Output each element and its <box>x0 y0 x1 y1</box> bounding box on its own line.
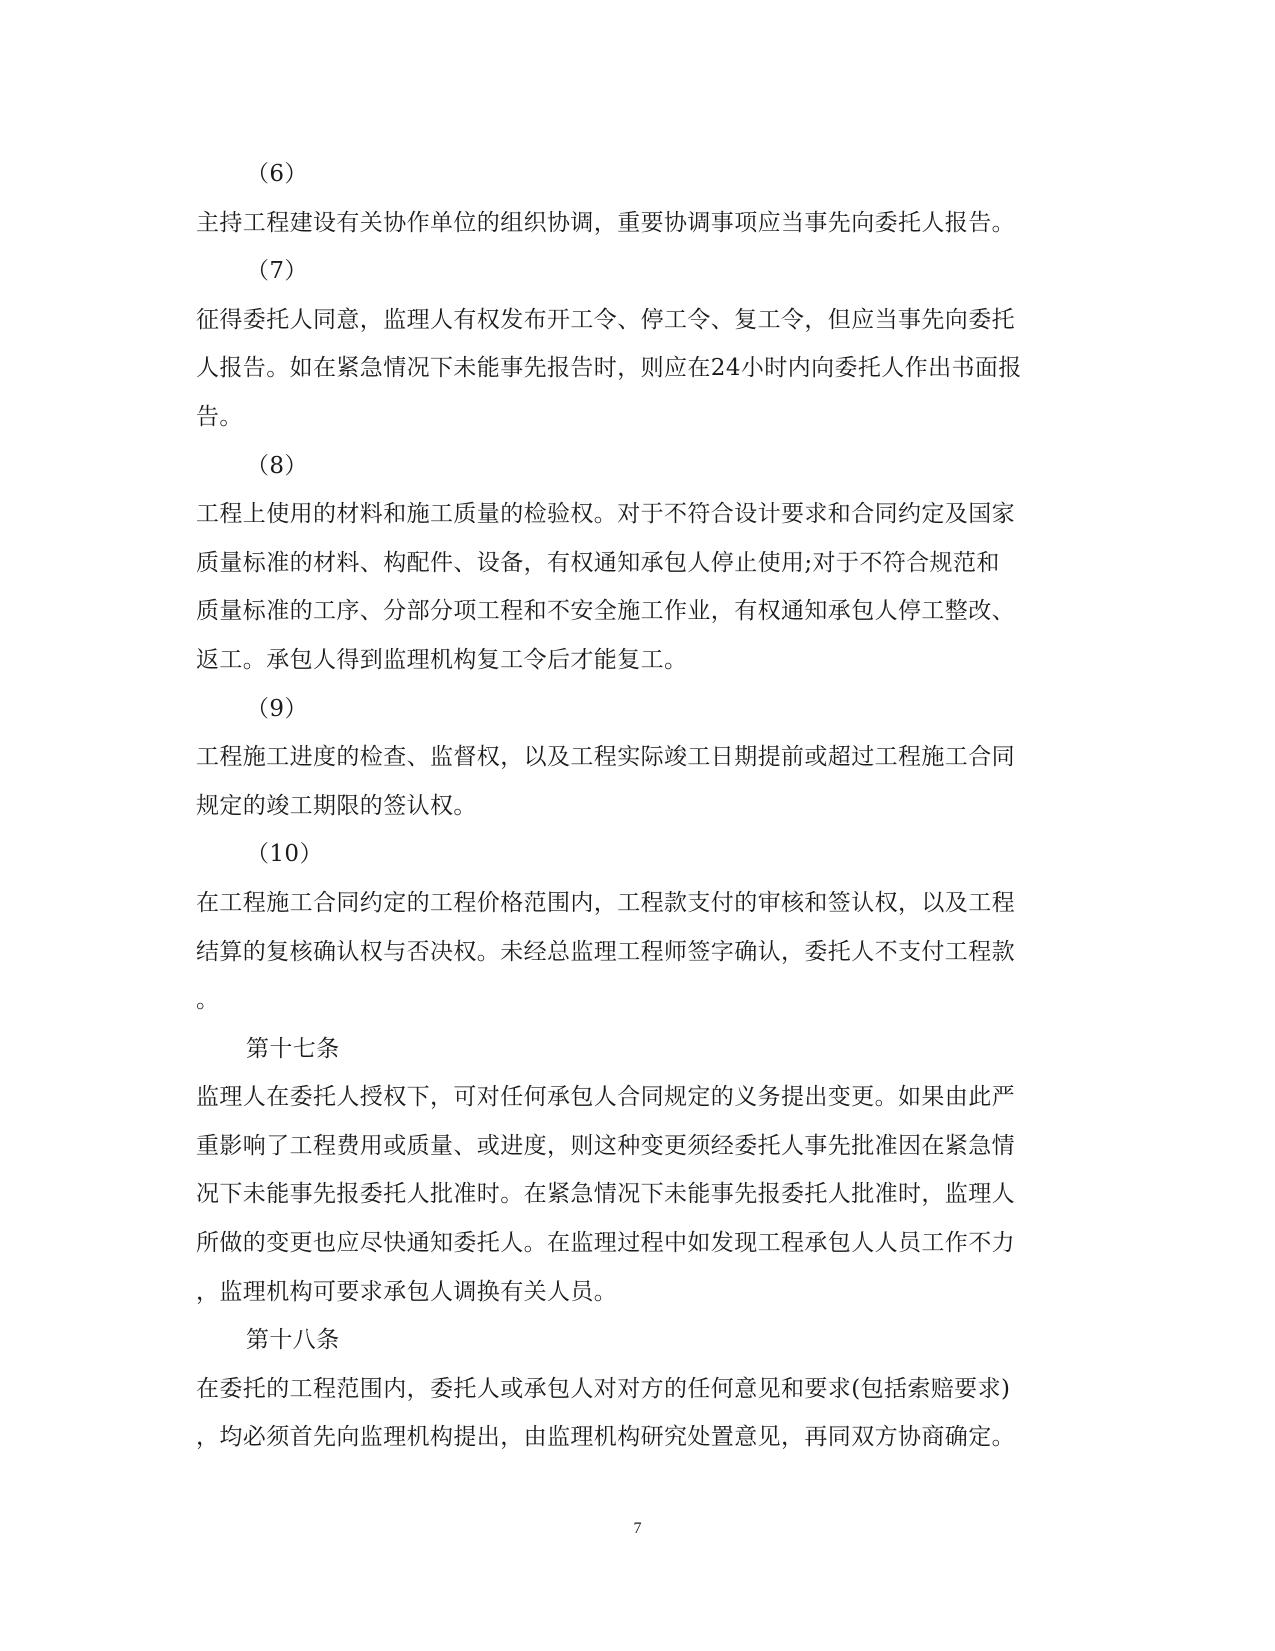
clause-number: （9） <box>246 695 308 722</box>
paragraph-line: 工程上使用的材料和施工质量的检验权。对于不符合设计要求和合同约定及国家 <box>196 501 1015 528</box>
clause-number: （8） <box>246 452 308 479</box>
article-heading: 第十七条 <box>246 1035 340 1062</box>
paragraph-line: 工程施工进度的检查、监督权，以及工程实际竣工日期提前或超过工程施工合同 <box>196 744 1015 771</box>
paragraph-line: 告。 <box>196 403 243 430</box>
paragraph-line: 主持工程建设有关协作单位的组织协调，重要协调事项应当事先向委托人报告。 <box>196 209 1015 236</box>
paragraph-line: 规定的竣工期限的签认权。 <box>196 792 477 819</box>
document-body <box>196 150 1066 1462</box>
paragraph-line: ，均必须首先向监理机构提出，由监理机构研究处置意见，再同双方协商确定。 <box>196 1424 1015 1451</box>
article-heading: 第十八条 <box>246 1327 340 1354</box>
clause-number: （10） <box>246 841 323 868</box>
paragraph-line: 质量标准的工序、分部分项工程和不安全施工作业，有权通知承包人停工整改、 <box>196 598 1015 625</box>
paragraph-line: 所做的变更也应尽快通知委托人。在监理过程中如发现工程承包人人员工作不力 <box>196 1230 1015 1257</box>
paragraph-line: 监理人在委托人授权下，可对任何承包人合同规定的义务提出变更。如果由此严 <box>196 1084 1015 1111</box>
clause-number: （7） <box>246 258 308 285</box>
clause-number: （6） <box>246 161 308 187</box>
paragraph-line: 在工程施工合同约定的工程价格范围内，工程款支付的审核和签认权，以及工程 <box>196 889 1015 916</box>
paragraph-line: 人报告。如在紧急情况下未能事先报告时，则应在24小时内向委托人作出书面报 <box>196 355 1022 382</box>
paragraph-line: 返工。承包人得到监理机构复工令后才能复工。 <box>196 646 688 673</box>
paragraph-line: 结算的复核确认权与否决权。未经总监理工程师签字确认，委托人不支付工程款 <box>196 938 1015 965</box>
paragraph-line: 在委托的工程范围内，委托人或承包人对对方的任何意见和要求(包括索赔要求) <box>196 1375 1011 1402</box>
paragraph-line: 况下未能事先报委托人批准时。在紧急情况下未能事先报委托人批准时，监理人 <box>196 1181 1015 1208</box>
paragraph-line: 征得委托人同意，监理人有权发布开工令、停工令、复工令，但应当事先向委托 <box>196 306 1015 333</box>
paragraph-line: ，监理机构可要求承包人调换有关人员。 <box>196 1278 618 1305</box>
paragraph-line: 质量标准的材料、构配件、设备，有权通知承包人停止使用;对于不符合规范和 <box>196 549 1000 576</box>
page-number: 7 <box>633 1520 642 1537</box>
paragraph-line: 重影响了工程费用或质量、或进度，则这种变更须经委托人事先批准因在紧急情 <box>196 1132 1015 1159</box>
paragraph-line: 。 <box>196 987 220 1014</box>
